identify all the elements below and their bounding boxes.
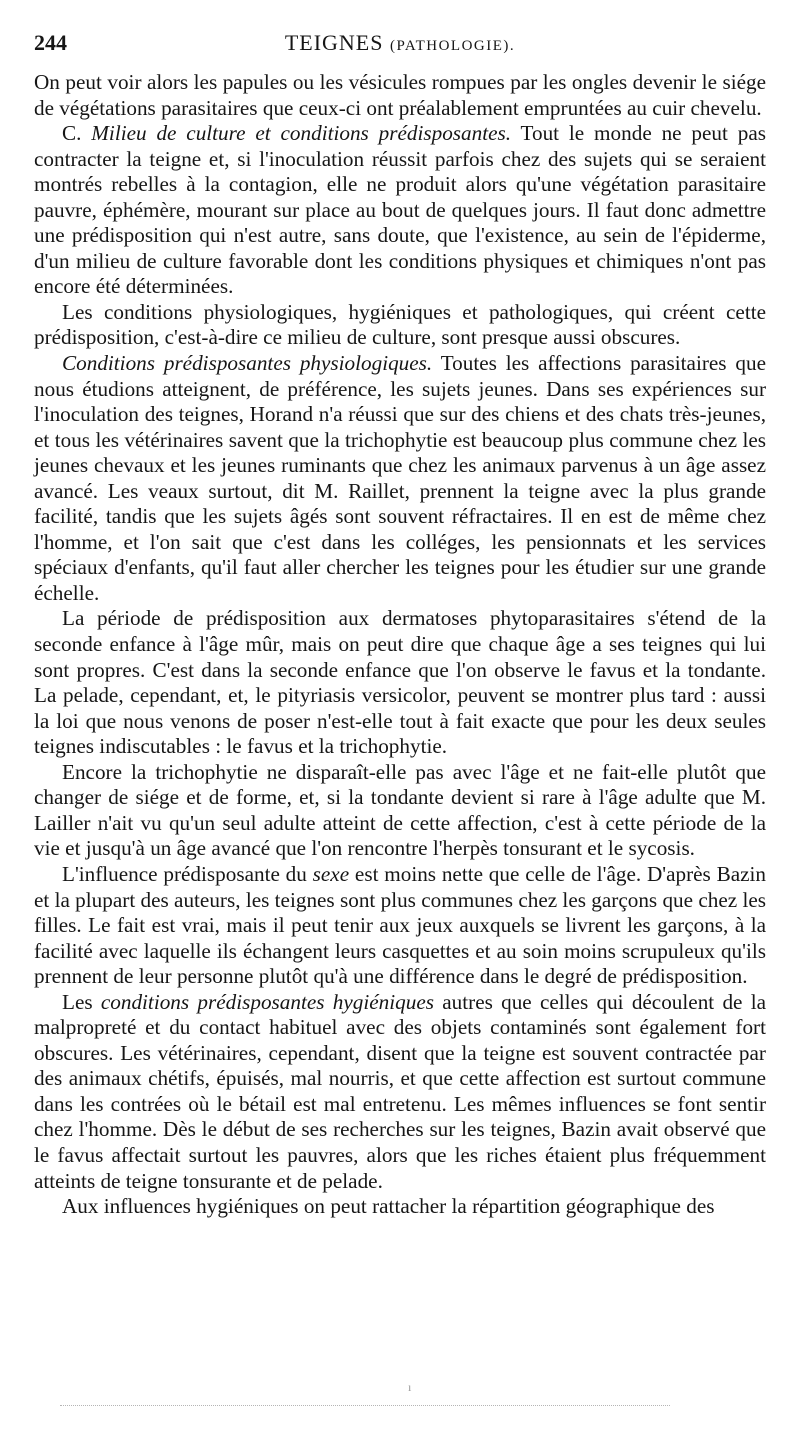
text-run: On peut voir alors les papules ou les vésicules rompues par les ongles devenir le siége de végétations parasitaires que ceux-ci ont préalablement empruntées au cuir chevelu. <box>34 70 766 120</box>
text-run: Tout le monde ne peut pas contracter la teigne et, si l'inoculation réussit parfois chez des sujets qui se seraient montrés rebelles à la contagion, elle ne produit alors qu'une végétation parasitaire pauvre, éphémère, mourant sur place au bout de quelques jours. Il faut donc admettre une prédisposition qui n'est autre, sans doute, que l'existence, au sein de l'épiderme, d'un milieu de culture favorable dont les conditions physiques et chimiques n'ont pas encore été déterminées. <box>34 121 766 299</box>
paragraph <box>34 70 766 121</box>
italic-run: Conditions prédisposantes physiologiques. <box>62 351 433 376</box>
paragraph <box>34 606 766 759</box>
page-number: 244 <box>34 30 67 55</box>
text-run: Les <box>62 989 101 1014</box>
text-run: Les conditions physiologiques, hygiéniques et pathologiques, qui créent cette prédisposition, c'est-à-dire ce milieu de culture, sont presque aussi obscures. <box>34 299 766 350</box>
paragraph <box>34 300 766 351</box>
paragraph <box>34 1194 766 1220</box>
bottom-rule <box>60 1405 670 1406</box>
running-header <box>34 30 766 60</box>
running-title <box>34 30 766 56</box>
text-run: Encore la trichophytie ne disparaît-elle pas avec l'âge et ne fait-elle plutôt que changer de siége et de forme, et, si la tondante devient si rare à l'âge adulte que M. Lailler n'ait vu qu'un seul adulte atteint de cette affection, c'est à cette période de la vie et jusqu'à un âge avancé que l'on rencontre l'herpès tonsurant et le sycosis. <box>34 759 766 861</box>
paragraph <box>34 990 766 1194</box>
text-run: La période de prédisposition aux dermatoses phytoparasitaires s'étend de la seconde enfance à l'âge mûr, mais on peut dire que chaque âge a ses teignes qui lui sont propres. C'est dans la seconde enfance que l'on observe le favus et la tondante. La pelade, cependant, et, le pityriasis versicolor, peuvent se montrer plus tard : aussi la loi que nous venons de poser n'est-elle tout à fait exacte que pour les deux seules teignes indiscutables : le favus et la trichophytie. <box>34 606 766 759</box>
text-run: est moins nette que celle de l'âge. D'après Bazin et la plupart des auteurs, les teignes sont plus communes chez les garçons que chez les filles. Le fait est vrai, mais il peut tenir aux jeux auxquels se livrent les garçons, à la facilité avec laquelle ils échangent leurs casquettes et au soin moins scrupuleux qu'ils prennent de leur personne plutôt qu'à une différence dans le degré de prédisposition. <box>34 861 766 989</box>
stray-mark: ı <box>408 1380 412 1394</box>
paragraph <box>34 121 766 300</box>
body-text <box>34 70 766 1220</box>
text-run: L'influence prédisposante du <box>62 861 313 886</box>
text-run: C. <box>62 121 92 146</box>
italic-run: Milieu de culture et conditions prédisposantes. <box>91 121 512 146</box>
italic-run: conditions prédisposantes hygiéniques <box>100 989 434 1014</box>
book-page <box>34 30 766 1220</box>
text-run: Aux influences hygiéniques on peut rattacher la répartition géographique des <box>62 1194 715 1219</box>
text-run: Toutes les affections parasitaires que nous étudions atteignent, de préférence, les sujets jeunes. Dans ses expériences sur l'inoculation des teignes, Horand n'a réussi que sur des chiens et des chats très-jeunes, et tous les vétérinaires savent que la trichophytie est beaucoup plus commune chez les jeunes chevaux et les jeunes ruminants que chez les animaux parvenus à un âge assez avancé. Les veaux surtout, dit M. Raillet, prennent la teigne avec la plus grande facilité, tandis que les sujets âgés sont souvent réfractaires. Il en est de même chez l'homme, et l'on sait que c'est dans les colléges, les pensionnats et les services spéciaux d'enfants, qu'il faut aller chercher les teignes pour les étudier sur une grande échelle. <box>34 351 766 605</box>
text-run: autres que celles qui découlent de la malpropreté et du contact habituel avec des objets contaminés sont également fort obscures. Les vétérinaires, cependant, disent que la teigne est souvent contractée par des animaux chétifs, épuisés, mal nourris, et que cette affection est surtout commune dans les contrées où le bétail est mal entretenu. Les mêmes influences se font sentir chez l'homme. Dès le début de ses recherches sur les teignes, Bazin avait observé que le favus affectait surtout les pauvres, alors que les riches étaient plus fréquemment atteints de teigne tonsurante et de pelade. <box>34 989 766 1193</box>
running-title-main: TEIGNES <box>284 30 384 55</box>
running-title-sub: (PATHOLOGIE). <box>389 38 516 54</box>
paragraph <box>34 862 766 990</box>
italic-run: sexe <box>312 861 350 886</box>
paragraph <box>34 760 766 862</box>
paragraph <box>34 351 766 606</box>
